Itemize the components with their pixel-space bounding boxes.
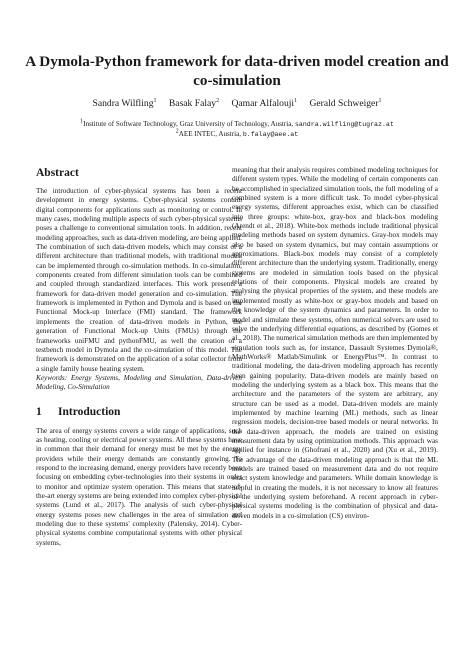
- keywords: Keywords: Energy Systems, Modeling and Simulation, Data-driven Modeling, Co-Simulation: [36, 373, 242, 392]
- author-name: Sandra Wilfling: [92, 98, 154, 109]
- paper-title: A Dymola-Python framework for data-driven model creation and co-simulation: [25, 53, 449, 89]
- section-heading: [36, 405, 242, 419]
- author-name: Gerald Schweiger: [309, 98, 379, 109]
- section-title: Introduction: [58, 405, 121, 418]
- abstract-heading: Abstract: [36, 167, 79, 179]
- affiliation: $^2$AEE INTEC, Austria, b.falay@aee.at: [175, 128, 299, 138]
- email-link[interactable]: sandra.wilfling@tugraz.at: [294, 121, 394, 128]
- abstract-text: The introduction of cyber-physical systems has been a recent development in energy systems. Cyber-physical systems contain digital components for applications such as monitoring or control. In many cases, modeling multiple aspects of such cyber-physical systems poses a challenge to conventional simulation tools. In addition, recent modeling approaches, such as data-driven modeling, are being applied. The combination of such data-driven models, which may consist of a different architecture than traditional models, with traditional models can be implemented through co-simulation methods. In co-simulation, components created from different simulation tools can be combined and coupled through standardized interfaces. This work presents a framework for data-driven model generation and co-simulation. The framework is implemented in Python and Dymola and is based on the Functional Mock-up Interface (FMI) standard. The framework implements the creation of data-driven models in Python, the generation of Functional Mock-up Units (FMUs) through the frameworks uniFMU and pythonFMU, as well the creation of a testbench model in Dymola and the co-simulation of this model. The framework is demonstrated on the application of a solar collector from a single family house heating system.: [36, 187, 242, 373]
- author: [169, 98, 219, 110]
- left-column: [36, 166, 242, 548]
- author-affiliation-mark: 1: [153, 97, 157, 104]
- introduction-text: The area of energy systems covers a wide range of applications, such as heating, cooling or electrical power systems. All these systems have in common that their demand for energy must be met by the energy providers while their energy demands are constantly growing. To respond to the increasing demand, energy providers have recently been focusing on embedding cyber-technologies into their systems in order to monitor and optimize system operation. This means that state-of-the-art energy systems are being extended into complex cyber-physical systems (Lund et al., 2017). The analysis of such cyber-physical energy systems poses new challenges in the area of simulation and modeling due to these systems' complexity (Palensky, 2014). Cyber-physical systems combine computational systems with other physical systems,: [36, 426, 243, 547]
- author-affiliation-mark: 1: [294, 97, 298, 104]
- author-name: Basak Falay: [168, 98, 217, 109]
- author: [231, 98, 297, 110]
- introduction-continued-text: meaning that their analysis requires combined modeling techniques for different system types. While the modeling of certain components can be accomplished in specialized simulation tools, the full modeling of a combined system is a more difficult task. To model cyber-physical energy systems, different approaches exist, which can be classified into three groups: white-box, gray-box and black-box modeling (Arendt et al., 2018). White-box methods include traditional physical modeling methods based on system dynamics. Gray-box models may also be based on system dynamics, but may contain assumptions or approximations. Black-box models may consist of a completely different architecture than the underlying system. Traditionally, energy systems are modeled in simulation tools based on the physical relations of their components. Physical models are created by analysing the physical properties of the system, and these models are implemented mostly as white-box or gray-box models and based on the knowledge of the system dynamics and parameters. In order to model and simulate these systems, often numerical solvers are used to solve the underlying differential equations, as described by (Gomes et al., 2018). The numerical simulation methods are then implemented by simulation tools such as, for instance, Dassault Systemes Dymola®, MathWorks® Matlab/Simulink or EnergyPlus™. In contrast to traditional modeling, the data-driven modeling approach has recently been gaining popularity. Data-driven models are mainly based on modeling the underlying system as a black box. This means that the architecture and the parameters of the system are arbitrary, any structure can be used as a model. Data-driven models are mainly implemented by machine learning (ML) methods, such as linear regression models, decision-tree based models or neural networks. In the data-driven approach, the models are trained on existing measurement data by using optimization methods. This approach was applied for instance in (Ghofrani et al., 2020) and (Xu et al., 2019). The advantage of the data-driven modeling approach is that the ML models are trained based on measurement data and do not require exact system knowledge and parameters. While domain knowledge is helpful in creating the models, it is not necessary to know all features of the underlying system beforehand. A recent approach in cyber-physical systems modeling is the combination of physical and data-driven models in a co-simulation (CS) environ-: [232, 166, 438, 520]
- email-link[interactable]: b.falay@aee.at: [242, 130, 299, 138]
- author-affiliation-mark: 1: [378, 97, 382, 104]
- affiliation: $^1$Institute of Software Technology, Graz University of Technology, Austria, sandra.wilfling@tugraz.at: [80, 118, 394, 128]
- author-name: Qamar Alfalouji: [231, 98, 295, 109]
- right-column: [232, 166, 438, 521]
- author: [310, 98, 382, 110]
- affiliation-list: [20, 120, 454, 139]
- author: [93, 98, 157, 110]
- author-affiliation-mark: 2: [216, 97, 220, 104]
- section-number: 1: [36, 405, 42, 418]
- author-list: [20, 98, 454, 110]
